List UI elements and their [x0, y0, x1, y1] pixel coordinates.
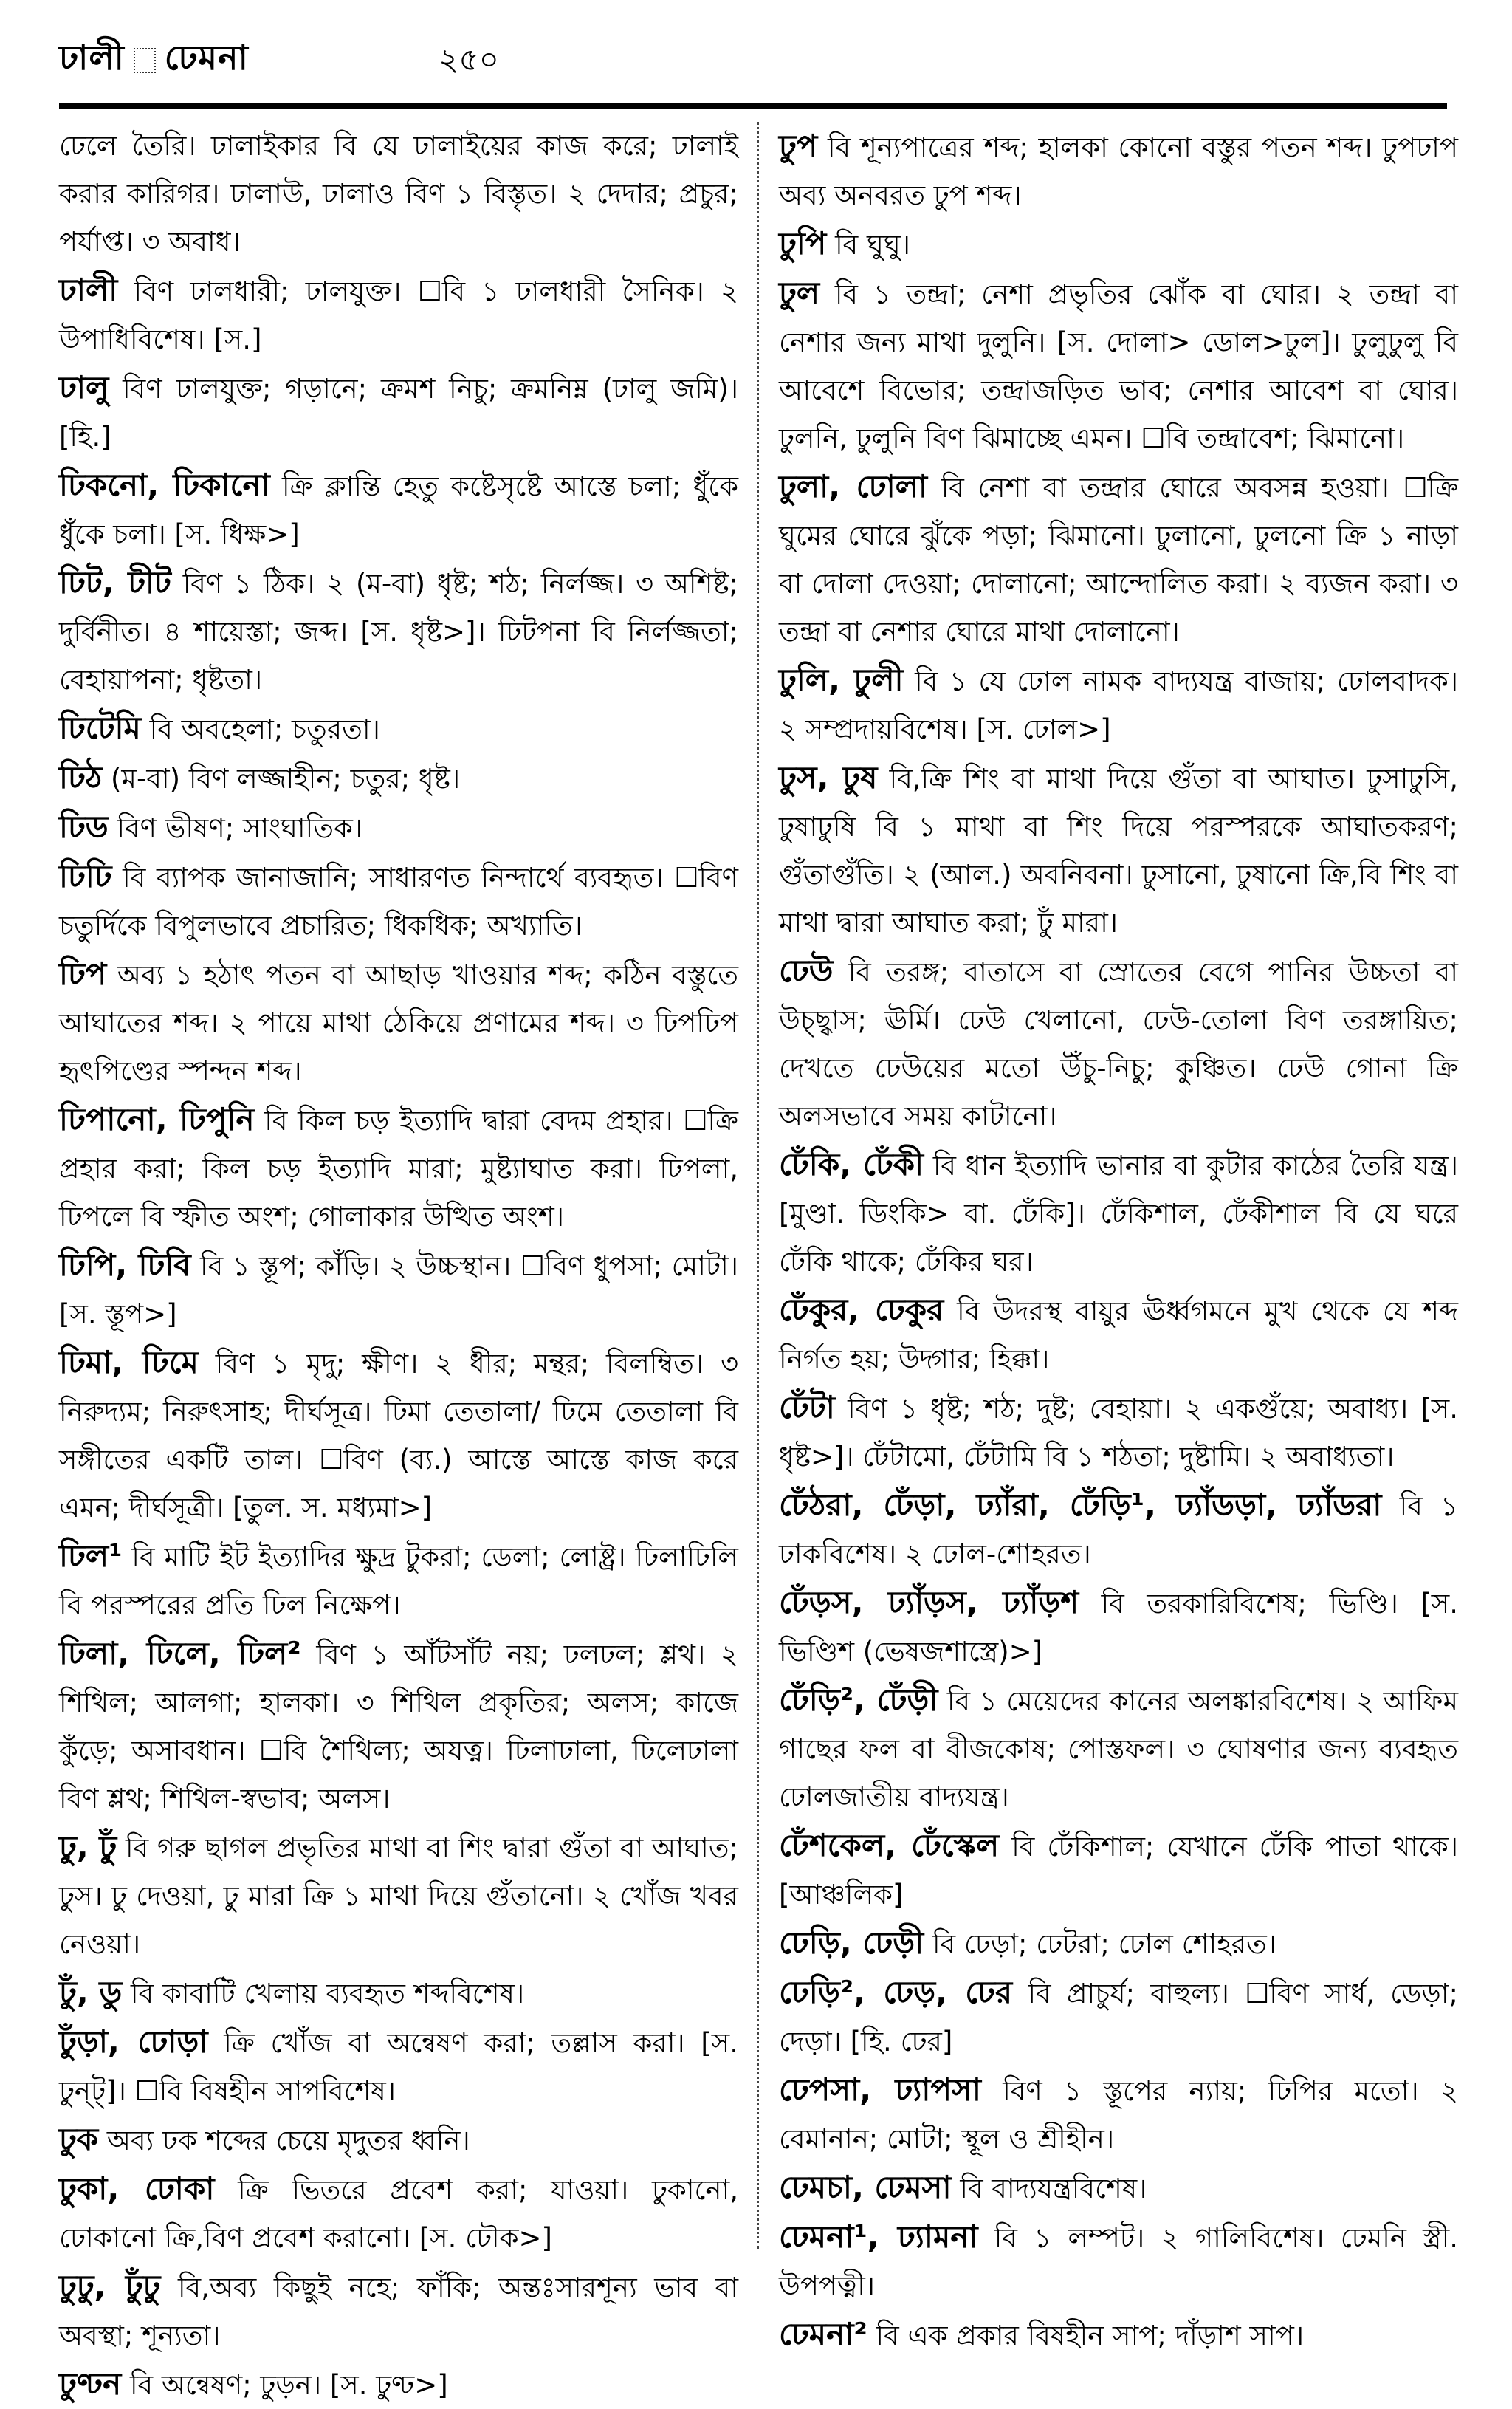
entry-headword: ঢুল [779, 275, 820, 311]
dictionary-entry [779, 1821, 1458, 1919]
dictionary-entry [59, 558, 738, 704]
entry-headword: ঢুপ [779, 128, 818, 164]
dictionary-entry [779, 269, 1458, 462]
entry-definition: বি ১ মেয়েদের কানের অলঙ্কারবিশেষ। ২ আফিম গাছের ফল বা বীজকোষ; পোস্তফল। ৩ ঘোষণার জন্য ব্যবহৃত ঢোলজাতীয় বাদ্যযন্ত্র। [779, 1685, 1458, 1813]
dictionary-entry [59, 753, 738, 803]
left-column [59, 122, 739, 2402]
entry-definition: বি এক প্রকার বিষহীন সাপ; দাঁড়াশ সাপ। [876, 2320, 1305, 2351]
entry-headword: ঢুলি, ঢুলী [779, 662, 904, 698]
dictionary-entry [779, 1286, 1458, 1383]
entry-definition: বিণ ঢালধারী; ঢালযুক্ত। ☐বি ১ ঢালধারী সৈনিক। ২ উপাধিবিশেষ। [স.] [59, 275, 739, 355]
entry-headword: ঢেঁঠরা, ঢেঁড়া, ঢ্যাঁরা, ঢেঁড়ি¹, ঢ্যাঁডড়া, ঢ্যাঁডরা [779, 1487, 1382, 1523]
entry-definition: বি উদরস্থ বায়ুর ঊর্ধ্বগমনে মুখ থেকে যে শব্দ নির্গত হয়; উদ্গার; হিক্কা। [779, 1295, 1458, 1375]
entry-headword: ঢিপি, ঢিবি [59, 1247, 191, 1283]
entry-headword: ঢিঠ [59, 759, 103, 795]
entry-definition: বি নেশা বা তন্দ্রার ঘোরে অবসন্ন হওয়া। ☐ক্রি ঘুমের ঘোরে ঝুঁকে পড়া; ঝিমানো। ঢুলানো, ঢুলনো ক্রি ১ নাড়া বা দোলা দেওয়া; দোলানো; আন্দোলিত করা। ২ ব্যজন করা। ৩ তন্দ্রা বা নেশার ঘোরে মাথা দোলানো। [779, 472, 1459, 648]
entry-definition: অব্য ঢক শব্দের চেয়ে মৃদুতর ধ্বনি। [106, 2125, 470, 2156]
entry-headword: ঢেড়ি, ঢেড়ী [779, 1925, 924, 1961]
entry-headword: ঢিড [59, 809, 109, 845]
dictionary-entry [59, 1629, 738, 1823]
entry-definition: বি ১ যে ঢোল নামক বাদ্যযন্ত্র বাজায়; ঢোলবাদক। ২ সম্প্রদায়বিশেষ। [স. ঢোল>] [779, 665, 1458, 745]
entry-definition: (ম-বা) বিণ লজ্জাহীন; চতুর; ধৃষ্ট। [111, 763, 461, 795]
dictionary-entry [59, 852, 738, 950]
entry-headword: ঢিল¹ [59, 1538, 123, 1574]
dictionary-entry [59, 1968, 738, 2018]
entry-definition: অব্য ১ হঠাৎ পতন বা আছাড় খাওয়ার শব্দ; কঠিন বস্তুতে আঘাতের শব্দ। ২ পায়ে মাথা ঠেকিয়ে প্রণামের শব্দ। ৩ ঢিপঢিপ হৃৎপিণ্ডের স্পন্দন শব্দ। [59, 959, 739, 1087]
entry-headword: ঢেমনা¹, ঢ্যামনা [779, 2218, 978, 2255]
entry-headword: ঢিকনো, ঢিকানো [59, 467, 270, 503]
dictionary-entry [779, 753, 1458, 947]
entry-headword: ঢেঁড়স, ঢ্যাঁড়স, ঢ্যাঁড়শ [779, 1584, 1079, 1620]
entry-definition: বি কাবাটি খেলায় ব্যবহৃত শব্দবিশেষ। [131, 1978, 525, 2009]
entry-definition: বি অবহেলা; চতুরতা। [149, 713, 380, 745]
entry-definition: বি ব্যাপক জানাজানি; সাধারণত নিন্দার্থে ব্যবহৃত। ☐বিণ চতুর্দিকে বিপুলভাবে প্রচারিত; ধিকধিক; অখ্যাতি। [59, 862, 738, 942]
dictionary-entry [779, 1481, 1458, 1578]
entry-definition: বি ঢেঁকিশাল; যেখানে ঢেঁকি পাতা থাকে। [আঞ্চলিক] [779, 1831, 1458, 1911]
entry-definition: বি,অব্য কিছুই নহে; ফাঁকি; অন্তঃসারশূন্য ভাব বা অবস্থা; শূন্যতা। [59, 2272, 738, 2351]
entry-definition: বি ১ লম্পট। ২ গালিবিশেষ। ঢেমনি স্ত্রী. উপপত্নী। [779, 2222, 1458, 2302]
entry-definition: বি,ক্রি শিং বা মাথা দিয়ে গুঁতা বা আঘাত। ঢুসাঢুসি, ঢুষাঢুষি বি ১ মাথা বা শিং দিয়ে পরস্পরকে আঘাতকরণ; গুঁতাগুঁতি। ২ (আল.) অবনিবনা। ঢুসানো, ঢুষানো ক্রি,বি শিং বা মাথা দ্বারা আঘাত করা; ঢুঁ মারা। [779, 763, 1459, 939]
page-number: ২৫০ [439, 41, 499, 78]
entry-headword: ঢিপানো, ঢিপুনি [59, 1101, 255, 1137]
header-rule [59, 103, 1447, 109]
entry-definition: বি তরঙ্গ; বাতাসে বা স্রোতের বেগে পানির উচ্চতা বা উচ্ছ্বাস; ঊর্মি। ঢেউ খেলানো, ঢেউ-তোলা বিণ তরঙ্গায়িত; দেখতে ঢেউয়ের মতো উঁচু-নিচু; কুঞ্চিত। ঢেউ গোনা ক্রি অলসভাবে সময় কাটানো। [779, 956, 1458, 1132]
dictionary-entry [59, 950, 738, 1095]
dictionary-entry [59, 1095, 738, 1241]
entry-definition: ঢেলে তৈরি। ঢালাইকার বি যে ঢালাইয়ের কাজ করে; ঢালাই করার কারিগর। ঢালাউ, ঢালাও বিণ ১ বিস্তৃত। ২ দেদার; প্রচুর; পর্যাপ্ত। ৩ অবাধ। [59, 130, 738, 258]
dictionary-entry [59, 2262, 738, 2360]
page-header [59, 30, 1447, 89]
entry-definition: বিণ ভীষণ; সাংঘাতিক। [117, 812, 363, 844]
entry-definition: বি শূন্যপাত্রের শব্দ; হালকা কোনো বস্তুর পতন শব্দ। ঢুপঢাপ অব্য অনবরত ঢুপ শব্দ। [779, 131, 1458, 211]
entry-definition: বিণ ১ ধৃষ্ট; শঠ; দুষ্ট; বেহায়া। ২ একগুঁয়ে; অবাধ্য। [স. ধৃষ্ট>]। ঢেঁটামো, ঢেঁটামি বি ১ শঠতা; দুষ্টামি। ২ অবাধ্যতা। [779, 1393, 1459, 1473]
dictionary-entry [779, 2163, 1458, 2213]
entry-definition: বি ১ তন্দ্রা; নেশা প্রভৃতির ঝোঁক বা ঘোর। ২ তন্দ্রা বা নেশার জন্য মাথা দুলুনি। [স. দোলা> ডোল>ঢুল]। ঢুলুঢুলু বি আবেশে বিভোর; তন্দ্রাজড়িত ভাব; নেশার আবেশ বা ঘোর। ঢুলনি, ঢুলুনি বিণ ঝিমাচ্ছে এমন। ☐বি তন্দ্রাবেশ; ঝিমানো। [779, 278, 1458, 454]
entry-definition: বি ঢেড়া; ঢেটরা; ঢোল শোহরত। [932, 1928, 1277, 1960]
dictionary-entry [779, 122, 1458, 219]
entry-headword: ঢেঁকি, ঢেঁকী [779, 1146, 924, 1182]
dictionary-entry [59, 2360, 738, 2409]
entry-headword: ঢুপি [779, 225, 827, 261]
dictionary-entry [59, 2018, 738, 2115]
entry-headword: ঢুলা, ঢোলা [779, 468, 928, 504]
dictionary-entry [779, 1968, 1458, 2066]
entry-headword: ঢেমনা² [779, 2316, 867, 2352]
dictionary-entry [779, 1578, 1458, 1676]
entry-headword: ঢিট, ঢীট [59, 564, 171, 600]
dictionary-entry [779, 1383, 1458, 1481]
dictionary-entry [59, 2115, 738, 2165]
entry-definition: বি তরকারিবিশেষ; ভিণ্ডি। [স. ভিণ্ডিশ (ভেষজশাস্ত্রে)>] [779, 1588, 1458, 1668]
column-divider [757, 122, 759, 2249]
dictionary-entry [59, 704, 738, 753]
dictionary-entry [59, 461, 738, 558]
dictionary-entry [779, 2213, 1458, 2310]
entry-headword: ঢেউ [779, 953, 834, 989]
entry-definition: ক্রি ক্লান্তি হেতু কষ্টেসৃষ্টে আস্তে চলা; ধুঁকে ধুঁকে চলা। [স. ধিক্ষ>] [59, 470, 738, 550]
entry-definition: বি মাটি ইট ইত্যাদির ক্ষুদ্র টুকরা; ডেলা; লোষ্ট্র। ঢিলাঢিলি বি পরস্পরের প্রতি ঢিল নিক্ষেপ। [59, 1541, 739, 1621]
entry-headword: ঢিপ [59, 956, 107, 992]
entry-definition: বি কিল চড় ইত্যাদি দ্বারা বেদম প্রহার। ☐ক্রি প্রহার করা; কিল চড় ইত্যাদি মারা; মুষ্ট্যাঘাত করা। ঢিপলা, ঢিপলে বি স্ফীত অংশ; গোলাকার উত্থিত অংশ। [59, 1105, 738, 1233]
entry-definition: বিণ ১ আঁটসাঁট নয়; ঢলঢল; শ্লথ। ২ শিথিল; আলগা; হালকা। ৩ শিথিল প্রকৃতির; অলস; কাজে কুঁড়ে; অসাবধান। ☐বি শৈথিল্য; অযত্ন। ঢিলাঢালা, ঢিলেঢালা বিণ শ্লথ; শিথিল-স্বভাব; অলস। [59, 1639, 738, 1815]
entry-definition: বি ধান ইত্যাদি ভানার বা কুটার কাঠের তৈরি যন্ত্র। [মুণ্ডা. ডিংকি> বা. ঢেঁকি]। ঢেঁকিশাল, ঢেঁকীশাল বি যে ঘরে ঢেঁকি থাকে; ঢেঁকির ঘর। [779, 1150, 1458, 1278]
entry-headword: ঢেঁকুর, ঢেকুর [779, 1292, 944, 1328]
entry-definition: বি প্রাচুর্য; বাহুল্য। ☐বিণ সার্ধ, ডেড়া; দেড়া। [হি. ঢের] [779, 1978, 1458, 2057]
guide-word-last: ঢেমনা [164, 38, 249, 78]
dictionary-entry [779, 1919, 1458, 1968]
entry-headword: ঢেপসা, ঢ্যাপসা [779, 2072, 981, 2108]
dictionary-entry [779, 656, 1458, 753]
dictionary-entry [59, 1338, 738, 1532]
entry-headword: ঢালী [59, 272, 118, 308]
dictionary-entry [59, 803, 738, 852]
entry-headword: ঢিটেমি [59, 710, 141, 746]
dictionary-entry [779, 2310, 1458, 2360]
dictionary-entry [59, 1241, 738, 1338]
dictionary-entry [59, 2165, 738, 2262]
entry-headword: ঢিমা, ঢিমে [59, 1344, 199, 1380]
entry-headword: ঢিঢি [59, 858, 112, 894]
entry-headword: ঢেঁশকেল, ঢেঁস্কেল [779, 1827, 1000, 1863]
dictionary-entry [779, 219, 1458, 269]
entry-definition: বি ঘুঘু। [835, 229, 910, 261]
entry-definition: বি ১ স্তূপ; কাঁড়ি। ২ উচ্চস্থান। ☐বিণ ধুপসা; মোটা। [স. স্তূপ>] [59, 1250, 738, 1330]
entry-definition: বিণ ১ ঠিক। ২ (ম-বা) ধৃষ্ট; শঠ; নির্লজ্জ। ৩ অশিষ্ট; দুর্বিনীত। ৪ শায়েস্তা; জব্দ। [স. ধৃষ্ট>]। ঢিটপনা বি নির্লজ্জতা; বেহায়াপনা; ধৃষ্টতা। [59, 568, 738, 696]
entry-definition: বি বাদ্যযন্ত্রবিশেষ। [960, 2173, 1147, 2204]
entry-headword: ঢুক [59, 2121, 99, 2157]
entry-definition: বি ১ ঢাকবিশেষ। ২ ঢোল-শোহরত। [779, 1490, 1459, 1570]
entry-definition: বি গরু ছাগল প্রভৃতির মাথা বা শিং দ্বারা গুঁতা বা আঘাত; ঢুস। ঢু দেওয়া, ঢু মারা ক্রি ১ মাথা দিয়ে গুঁতানো। ২ খোঁজ খবর নেওয়া। [59, 1832, 739, 1960]
dictionary-entry [59, 266, 738, 363]
entry-headword: ঢুঢু, ঢুঁঢু [59, 2268, 161, 2304]
entry-headword: ঢুণ্ঢন [59, 2365, 122, 2402]
dictionary-entry [779, 462, 1458, 656]
dictionary-entry [779, 1676, 1458, 1821]
guide-word-first: ঢালী [59, 38, 125, 78]
entry-headword: ঢেড়ি², ঢেড়, ঢের [779, 1974, 1013, 2010]
entry-headword: ঢুস, ঢুষ [779, 759, 878, 795]
entry-definition: ক্রি ভিতরে প্রবেশ করা; যাওয়া। ঢুকানো, ঢোকানো ক্রি,বিণ প্রবেশ করানো। [স. ঢৌক>] [59, 2174, 738, 2254]
entry-headword: ঢেঁটা [779, 1389, 835, 1425]
entry-definition: বিণ ঢালযুক্ত; গড়ানে; ক্রমশ নিচু; ক্রমনিম্ন (ঢালু জমি)। [হি.] [59, 373, 738, 453]
entry-definition: বিণ ১ স্তূপের ন্যায়; ঢিপির মতো। ২ বেমানান; মোটা; স্থূল ও শ্রীহীন। [779, 2075, 1458, 2155]
entry-headword: ঢালু [59, 369, 109, 405]
dictionary-entry [59, 122, 738, 266]
dictionary-entry [59, 1532, 738, 1629]
entry-headword: ঢুঁ, ডু [59, 1974, 123, 2010]
entry-headword: ঢিলা, ঢিলে, ঢিল² [59, 1635, 301, 1671]
dictionary-entry [779, 947, 1458, 1140]
entry-headword: ঢুকা, ঢোকা [59, 2170, 215, 2207]
entry-headword: ঢু, ঢুঁ [59, 1829, 117, 1865]
dictionary-entry [59, 1823, 738, 1968]
right-column [779, 122, 1459, 2352]
entry-definition: বিণ ১ মৃদু; ক্ষীণ। ২ ধীর; মন্থর; বিলম্বিত। ৩ নিরুদ্যম; নিরুৎসাহ; দীর্ঘসূত্র। ঢিমা তেতালা/ ঢিমে তেতালা বি সঙ্গীতের একটি তাল। ☐বিণ (ব্য.) আস্তে আস্তে কাজ করে এমন; দীর্ঘসূত্রী। [তুল. স. মধ্যমা>] [59, 1348, 739, 1524]
dictionary-entry [59, 363, 738, 461]
entry-definition: বি অন্বেষণ; ঢুড়ন। [স. ঢুণ্ঢ>] [129, 2369, 448, 2401]
entry-headword: ঢুঁড়া, ঢোড়া [59, 2024, 208, 2060]
entry-definition: ক্রি খোঁজ বা অন্বেষণ করা; তল্লাস করা। [স. ঢুন্ট্]। ☐বি বিষহীন সাপবিশেষ। [59, 2027, 738, 2107]
entry-headword: ঢেঁড়ি², ঢেঁড়ী [779, 1682, 938, 1718]
dictionary-entry [779, 2066, 1458, 2163]
entry-headword: ঢেমচা, ঢেমসা [779, 2169, 952, 2205]
dictionary-entry [779, 1140, 1458, 1286]
